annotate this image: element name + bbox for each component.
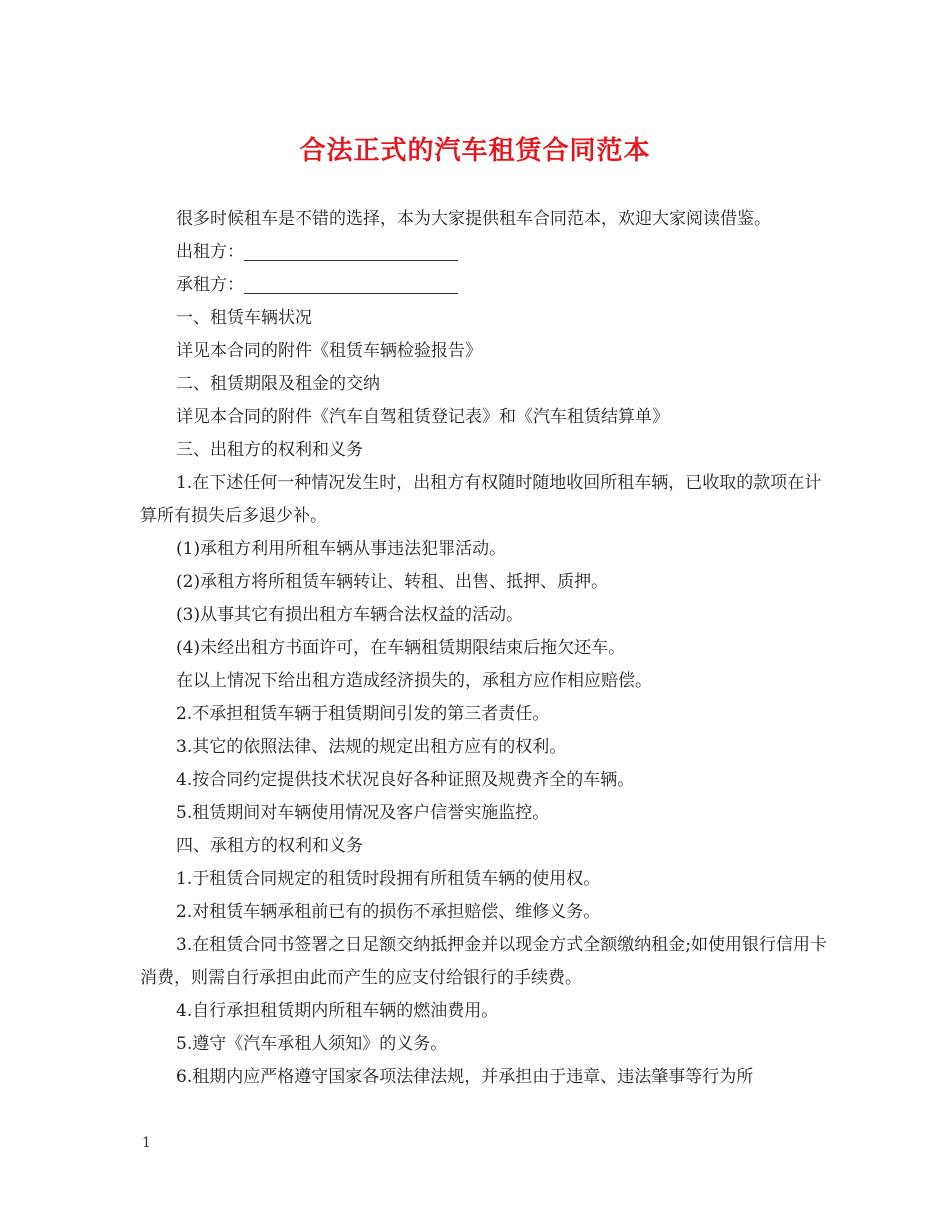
paragraph: 详见本合同的附件《租赁车辆检验报告》 (176, 341, 482, 361)
document-body (140, 203, 830, 1094)
lessee-line (140, 269, 830, 302)
paragraph: 2.不承担租赁车辆于租赁期间引发的第三者责任。 (176, 704, 550, 724)
intro-paragraph: 很多时候租车是不错的选择，本为大家提供租车合同范本，欢迎大家阅读借鉴。 (176, 209, 771, 229)
page-number: 1 (142, 1135, 151, 1151)
paragraph: 一、租赁车辆状况 (176, 308, 312, 328)
paragraph: 5.租赁期间对车辆使用情况及客户信誉实施监控。 (176, 803, 550, 823)
paragraph: 1.在下述任何一种情况发生时，出租方有权随时随地收回所租车辆，已收取的款项在计算所有损失后多退少补。 (140, 473, 822, 526)
lessee-blank-line (244, 273, 458, 294)
lessor-line (140, 236, 830, 269)
paragraph: (1)承租方利用所租车辆从事违法犯罪活动。 (176, 539, 507, 559)
paragraph: 6.租期内应严格遵守国家各项法律法规，并承担由于违章、违法肇事等行为所 (176, 1067, 754, 1087)
lessor-label: 出租方： (176, 242, 244, 262)
paragraph: 5.遵守《汽车承租人须知》的义务。 (176, 1034, 448, 1054)
document-title: 合法正式的汽车租赁合同范本 (299, 136, 651, 166)
paragraph: 4.按合同约定提供技术状况良好各种证照及规费齐全的车辆。 (176, 770, 635, 790)
paragraph: (3)从事其它有损出租方车辆合法权益的活动。 (176, 605, 524, 625)
paragraph: 3.其它的依照法律、法规的规定出租方应有的权利。 (176, 737, 567, 757)
paragraph: (4)未经出租方书面许可，在车辆租赁期限结束后拖欠还车。 (176, 638, 626, 658)
paragraph: 1.于租赁合同规定的租赁时段拥有所租赁车辆的使用权。 (176, 869, 601, 889)
paragraph: 2.对租赁车辆承租前已有的损伤不承担赔偿、维修义务。 (176, 902, 601, 922)
paragraph: 二、租赁期限及租金的交纳 (176, 374, 380, 394)
paragraph: 三、出租方的权利和义务 (176, 440, 363, 460)
lessee-label: 承租方： (176, 275, 244, 295)
paragraph: 详见本合同的附件《汽车自驾租赁登记表》和《汽车租赁结算单》 (176, 407, 669, 427)
paragraph: 3.在租赁合同书签署之日足额交纳抵押金并以现金方式全额缴纳租金;如使用银行信用卡消费，则需自行承担由此而产生的应支付给银行的手续费。 (140, 935, 827, 988)
paragraph: (2)承租方将所租赁车辆转让、转租、出售、抵押、质押。 (176, 572, 609, 592)
lessor-blank-line (244, 240, 458, 261)
paragraph: 在以上情况下给出租方造成经济损失的，承租方应作相应赔偿。 (176, 671, 652, 691)
paragraph: 四、承租方的权利和义务 (176, 836, 363, 856)
paragraph: 4.自行承担租赁期内所租车辆的燃油费用。 (176, 1001, 499, 1021)
